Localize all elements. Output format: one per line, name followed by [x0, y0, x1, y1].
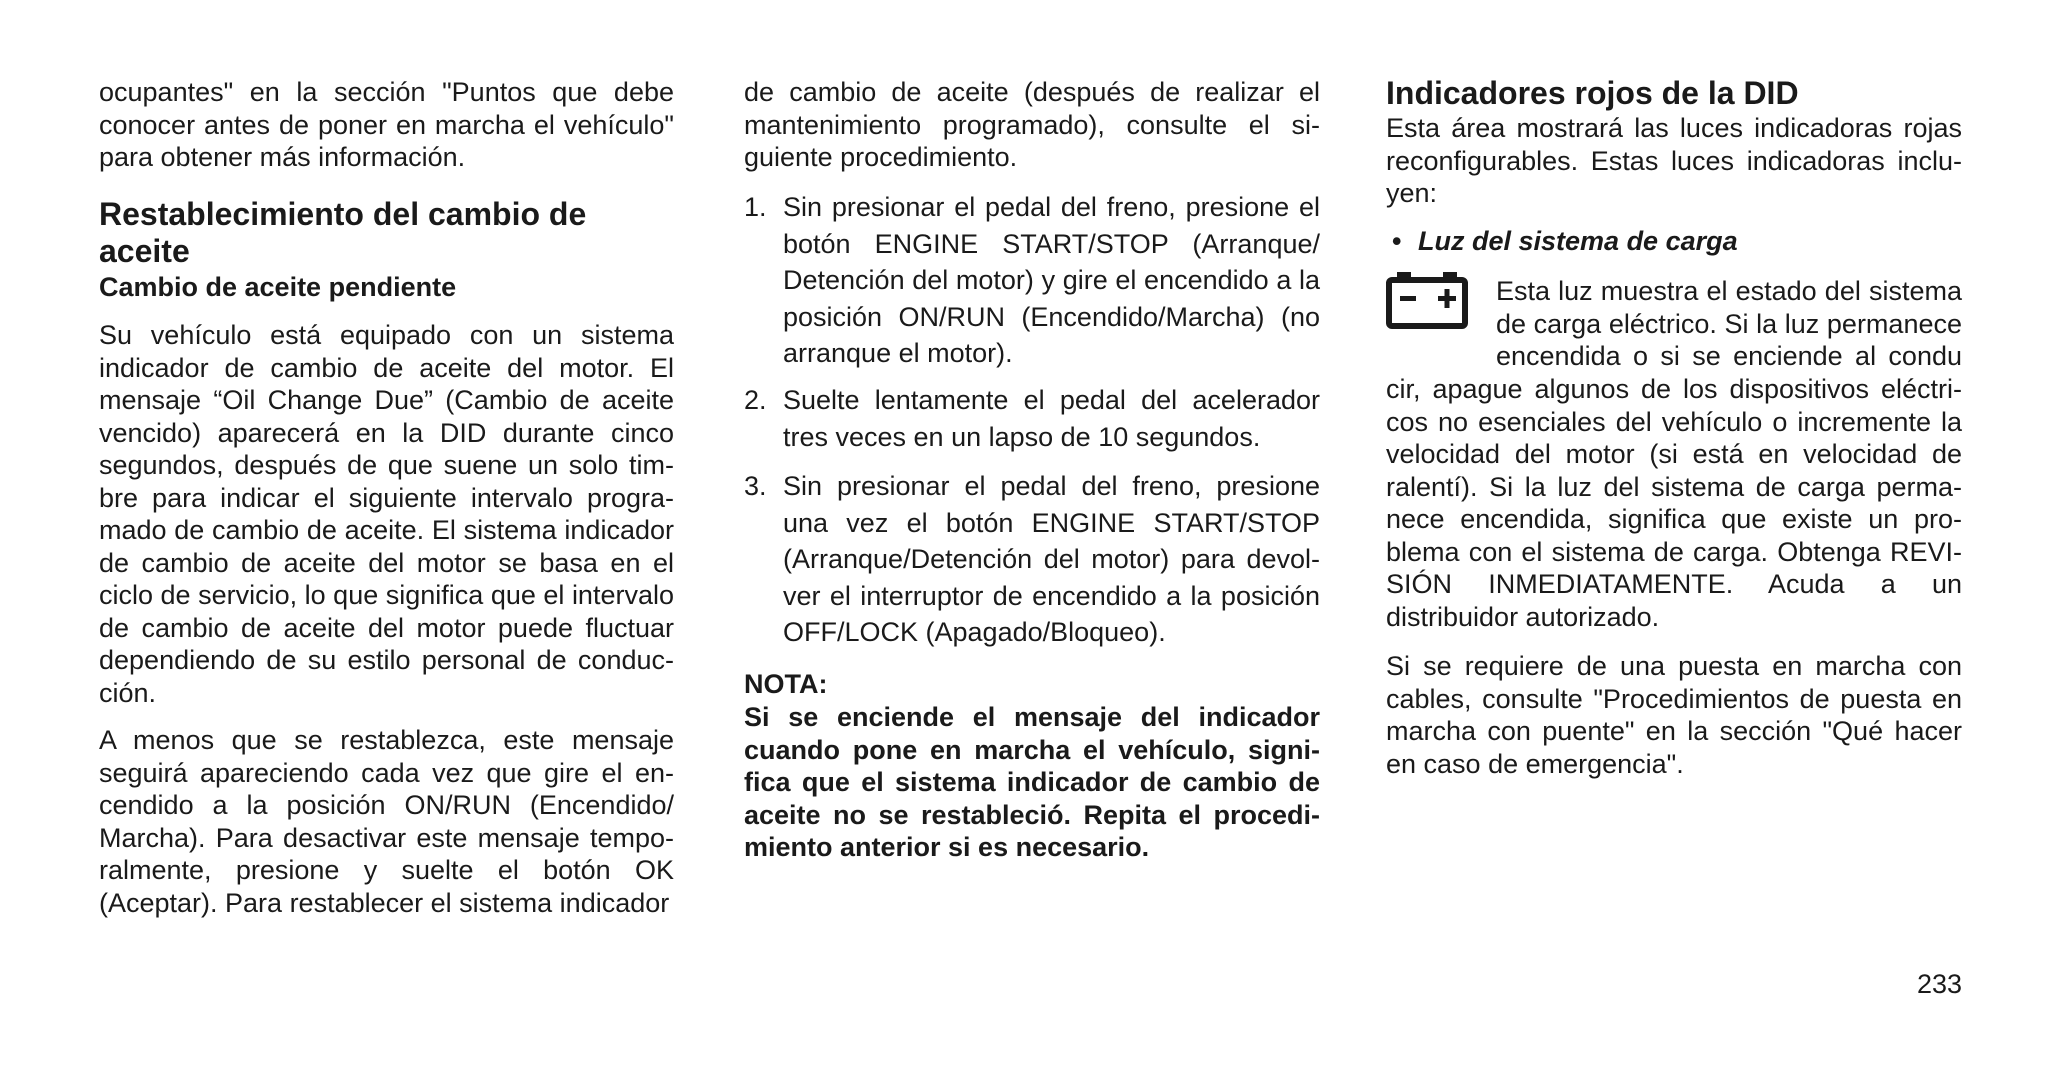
step-text: Sin presionar el pedal del freno, presione una vez el botón ENGINE START/STOP (Arranque/Detención del motor) para devolver el interruptor de encendido a la posición OFF/LOCK (Apagado/Bloqueo).	[783, 471, 1320, 647]
bullet-charging-system	[1386, 225, 1962, 257]
step-number: 1.	[744, 192, 767, 222]
icon-caption	[1496, 275, 1962, 373]
red-indicators-intro: Esta área mostrará las luces indicadoras rojas reconfigurables. Estas luces indicadoras incluyen:	[1386, 113, 1962, 208]
procedure-intro: de cambio de aceite (después de realizar el mantenimiento programado), consulte el siguiente procedimiento.	[744, 77, 1320, 172]
subheading-oil-change-due: Cambio de aceite pendiente	[99, 272, 457, 302]
oil-change-paragraph: Su vehículo está equipado con un sistema indicador de cambio de aceite del motor. El mensaje “Oil Change Due” (Cambio de aceite vencido) aparecerá en la DID durante cinco segundos, después de que suene un solo timbre para indicar el siguiente intervalo programado de cambio de aceite. El sistema indicador de cambio de aceite del motor se basa en el ciclo de servicio, lo que significa que el intervalo de cambio de aceite del motor puede fluctuar dependiendo de su estilo personal de conducción.	[99, 320, 674, 708]
charging-light-paragraph: cir, apague algunos de los dispositivos eléctricos no esenciales del vehículo o incremente la velocidad del motor (si está en velocidad de ralentí). Si la luz del sistema de carga permanece encendida, significa que existe un problema con el sistema de carga. Obtenga REVISIÓN INMEDIATAMENTE. Acuda a un distribuidor autorizado.	[1386, 374, 1962, 632]
procedure-step-1	[744, 189, 1320, 372]
bullet-label: Luz del sistema de carga	[1418, 226, 1738, 256]
icon-caption-line: encendida o si se enciende al condu	[1496, 341, 1962, 371]
bullet-dot: •	[1392, 226, 1402, 256]
step-number: 2.	[744, 385, 767, 415]
jump-start-paragraph: Si se requiere de una puesta en marcha con cables, consulte "Procedimientos de puesta en marcha con puente" en la sección "Qué hacer en caso de emergencia".	[1386, 651, 1962, 779]
icon-caption-line: de carga eléctrico. Si la luz permanece	[1496, 308, 1962, 339]
battery-charging-icon	[1386, 270, 1468, 330]
note-text: Si se enciende el mensaje del indicador cuando pone en marcha el vehículo, significa que el sistema indicador de cambio de aceite no se restableció. Repita el procedimiento anterior si es necesario.	[744, 702, 1320, 862]
section-heading-oil-reset: Restablecimiento del cambio de aceite	[99, 196, 587, 269]
step-text: Sin presionar el pedal del freno, presione el botón ENGINE START/STOP (Arranque/ Detención del motor) y gire el encendido a la posición ON/RUN (Encendido/Marcha) (no arranque el motor).	[783, 192, 1320, 368]
note-label: NOTA:	[744, 669, 828, 699]
procedure-step-2	[744, 382, 1320, 455]
page-number: 233	[1916, 969, 1962, 999]
intro-paragraph: ocupantes" en la sección "Puntos que debe conocer antes de poner en marcha el vehículo" para obtener más información.	[99, 77, 674, 172]
step-number: 3.	[744, 471, 767, 501]
procedure-step-3	[744, 468, 1320, 651]
step-text: Suelte lentamente el pedal del acelerador tres veces en un lapso de 10 segundos.	[783, 385, 1320, 452]
icon-caption-line: Esta luz muestra el estado del sistema	[1496, 276, 1962, 306]
section-heading-red-indicators: Indicadores rojos de la DID	[1386, 75, 1799, 111]
reset-instructions-paragraph: A menos que se restablezca, este mensaje seguirá apareciendo cada vez que gire el encendido a la posición ON/RUN (Encendido/ Marcha). Para desactivar este mensaje temporalmente, presione y suelte el botón OK (Aceptar). Para restablecer el sistema indicador	[99, 725, 674, 918]
